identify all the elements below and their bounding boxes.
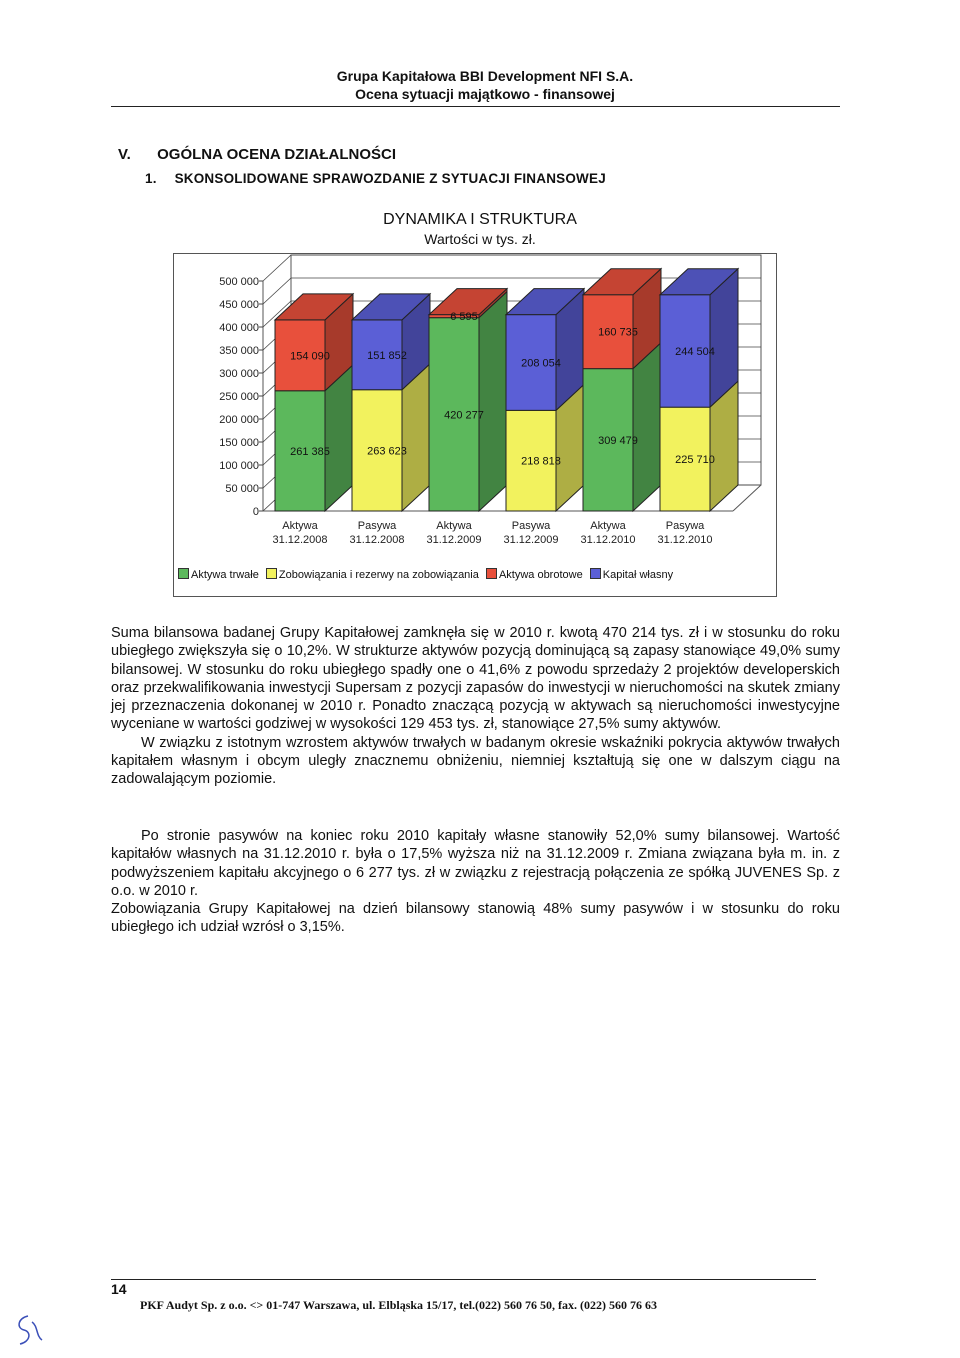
data-label: 218 818 — [521, 455, 561, 468]
paragraph-text: Suma bilansowa badanej Grupy Kapitałowej zamknęła się w 2010 r. kwotą 470 214 tys. zł i w stosunku do roku ubiegłego zwiększyła się o 10,2%. W strukturze aktywów pozycją dominującą są zapasy stanowiące 49,0% sumy bilansowej. W stosunku do roku ubiegłego spadły one o 41,6% z powodu sprzedaży 2 projektów developerskich oraz przekwalifikowania inwestycji Supersam z pozycji zapasów do inwestycji w nieruchomości na skutek zmiany jej przeznaczenia dokonanej w 2010 r. Ponadto znaczącą pozycją w aktywach są nieruchomości inwestycyjne wyceniane w wartości godziwej w wysokości 129 453 tys. zł, stanowiące 27,5% sumy aktywów. — [111, 625, 840, 733]
x-category-label: 31.12.2009 — [426, 534, 482, 546]
bar-segment-side — [633, 343, 661, 511]
legend-swatch — [486, 568, 497, 579]
data-label: 420 277 — [444, 409, 484, 422]
data-label: 225 710 — [675, 454, 715, 467]
y-tick-label: 450 000 — [219, 299, 259, 311]
paragraph-balance-sheet — [111, 624, 840, 789]
handwritten-initials — [6, 1310, 46, 1350]
y-tick-label: 350 000 — [219, 345, 259, 357]
subsection-heading — [145, 171, 606, 186]
y-tick-label: 50 000 — [225, 483, 259, 495]
data-label: 263 623 — [367, 445, 407, 458]
x-category-label: 31.12.2010 — [580, 534, 636, 546]
x-category-label: Aktywa — [590, 520, 626, 532]
y-tick-label: 0 — [252, 506, 259, 518]
bar-segment-side — [479, 292, 507, 511]
legend-item-equity: Kapitał własny — [586, 569, 673, 581]
data-label: 154 090 — [290, 350, 330, 363]
footer-rule — [111, 1279, 816, 1280]
data-label: 6 595 — [450, 311, 478, 324]
paragraph-text: Zobowiązania Grupy Kapitałowej na dzień bilansowy stanowią 48% sumy pasywów i w stosunku do roku ubiegłego ich udział wzrósł o 3,15%. — [111, 901, 840, 936]
data-label: 309 479 — [598, 434, 638, 447]
chart-floor-edge — [733, 485, 761, 511]
data-label: 244 504 — [675, 345, 715, 358]
data-label: 261 385 — [290, 445, 330, 458]
subsection-number: 1. — [145, 171, 157, 186]
chart-legend — [178, 568, 673, 581]
y-tick-label: 150 000 — [219, 437, 259, 449]
legend-swatch — [266, 568, 277, 579]
gridline-side — [263, 278, 291, 304]
section-number: V. — [118, 146, 131, 163]
legend-swatch — [590, 568, 601, 579]
legend-swatch — [178, 568, 189, 579]
x-category-label: Aktywa — [282, 520, 318, 532]
subsection-title: SKONSOLIDOWANE SPRAWOZDANIE Z SYTUACJI FINANSOWEJ — [174, 171, 606, 186]
x-category-label: 31.12.2008 — [349, 534, 405, 546]
y-tick-label: 300 000 — [219, 368, 259, 380]
page-number: 14 — [111, 1281, 127, 1297]
x-category-label: Pasywa — [357, 520, 397, 532]
x-category-label: 31.12.2010 — [657, 534, 713, 546]
paragraph-text: W związku z istotnym wzrostem aktywów trwałych w badanym okresie wskaźniki pokrycia aktywów trwałych kapitałem własnym i obcym uległy znacznemu obniżeniu, niemniej kształtują się one w dalszym ciągu na zadowalającym poziomie. — [111, 734, 840, 788]
x-category-label: Aktywa — [436, 520, 472, 532]
legend-item-fixed-assets: Aktywa trwałe — [178, 569, 259, 581]
data-label: 151 852 — [367, 349, 407, 362]
data-label: 160 735 — [598, 326, 638, 339]
chart-subtitle: Wartości w tys. zł. — [424, 231, 536, 247]
paragraph-text: Po stronie pasywów na koniec roku 2010 kapitały własne stanowiły 52,0% sumy bilansowej. Wartość kapitałów własnych na 31.12.2010 r. była o 17,5% wyższa niż na 31.12.2009 r. Zmiana związana była m. in. z podwyższeniem kapitału akcyjnego o 6 277 tys. zł w związku z rejestracją połączenia ze spółką JUVENES Sp. z o.o. w 2010 r. — [111, 828, 840, 899]
y-tick-label: 400 000 — [219, 322, 259, 334]
x-category-label: Pasywa — [511, 520, 551, 532]
data-label: 208 054 — [521, 357, 561, 370]
stacked-bar-chart — [173, 253, 777, 597]
chart-title: DYNAMIKA I STRUKTURA — [383, 211, 577, 228]
section-title: OGÓLNA OCENA DZIAŁALNOŚCI — [157, 146, 397, 163]
y-tick-label: 250 000 — [219, 391, 259, 403]
paragraph-liabilities — [111, 827, 840, 937]
document-header-subtitle: Ocena sytuacji majątkowo - finansowej — [355, 86, 615, 102]
x-category-label: 31.12.2009 — [503, 534, 559, 546]
document-header-company: Grupa Kapitałowa BBI Development NFI S.A. — [336, 68, 634, 84]
x-category-label: Pasywa — [665, 520, 705, 532]
gridline-side — [263, 255, 291, 281]
y-tick-label: 100 000 — [219, 460, 259, 472]
header-rule — [111, 106, 840, 107]
y-tick-label: 500 000 — [219, 276, 259, 288]
x-category-label: 31.12.2008 — [272, 534, 328, 546]
footer-address: PKF Audyt Sp. z o.o. <> 01-747 Warszawa, ul. Elbląska 15/17, tel.(022) 560 76 50, fax. (022) 560 76 63 — [140, 1298, 658, 1312]
y-tick-label: 200 000 — [219, 414, 259, 426]
section-heading — [118, 146, 396, 163]
legend-item-liabilities: Zobowiązania i rezerwy na zobowiązania — [262, 569, 479, 581]
legend-item-current-assets: Aktywa obrotowe — [482, 569, 583, 581]
